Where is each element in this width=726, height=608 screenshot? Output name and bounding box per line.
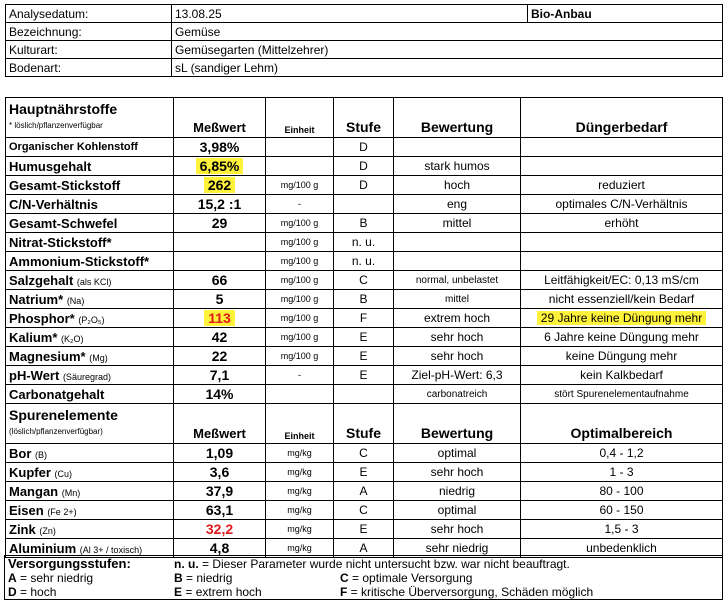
- trace-label: Aluminium: [9, 540, 77, 556]
- nutrient-row: [6, 290, 723, 309]
- unit-cell: -: [266, 366, 334, 385]
- need-cell: [521, 328, 723, 347]
- value-cell: [174, 347, 266, 366]
- rating-cell: mittel: [394, 214, 521, 233]
- level-cell: A: [334, 482, 394, 501]
- nutrient-label: Magnesium*: [9, 348, 86, 364]
- unit-cell: [266, 138, 334, 157]
- trace-formula: (B): [35, 449, 48, 460]
- nutrient-name: [6, 138, 174, 157]
- legend-item: [337, 585, 722, 599]
- rating-cell: sehr niedrig: [394, 539, 521, 558]
- need-text: kein Kalkbedarf: [580, 368, 663, 382]
- value-cell: [174, 385, 266, 404]
- need-cell: [521, 290, 723, 309]
- trace-name: [6, 463, 174, 482]
- need-text: stört Spurenelementaufnahme: [554, 388, 689, 400]
- level-cell: E: [334, 463, 394, 482]
- nutrient-label: Kalium*: [9, 329, 58, 345]
- header-value: Meßwert: [174, 404, 266, 444]
- rating-cell: sehr hoch: [394, 463, 521, 482]
- nutrient-name: [6, 214, 174, 233]
- trace-title: Spurenelemente: [9, 407, 118, 423]
- level-cell: [334, 385, 394, 404]
- unit-cell: mg/100 g: [266, 309, 334, 328]
- need-text: nicht essenziell/kein Bedarf: [548, 292, 695, 306]
- legend-table: [5, 556, 722, 599]
- level-cell: D: [334, 176, 394, 195]
- rating-cell: optimal: [394, 501, 521, 520]
- info-value: Gemüse: [172, 23, 723, 41]
- value-cell: [174, 233, 266, 252]
- header-unit: Einheit: [266, 404, 334, 444]
- nutrient-row: [6, 366, 723, 385]
- nutrient-row: [6, 138, 723, 157]
- need-cell: [521, 271, 723, 290]
- info-label: Bezeichnung:: [6, 23, 172, 41]
- legend-key: E: [174, 585, 183, 599]
- nutrient-label: Carbonatgehalt: [9, 386, 105, 402]
- measured-value: 3,6: [209, 464, 230, 480]
- info-value: 13.08.25: [172, 5, 528, 23]
- nutrient-name: [6, 233, 174, 252]
- legend-item: [171, 585, 337, 599]
- measured-value: 4,8: [209, 540, 230, 556]
- nutrient-label: Ammonium-Stickstoff*: [9, 253, 150, 269]
- info-table: [5, 4, 723, 77]
- nutrient-name: [6, 157, 174, 176]
- nutrient-label: Gesamt-Stickstoff: [9, 177, 121, 193]
- rating-cell: niedrig: [394, 482, 521, 501]
- unit-cell: mg/kg: [266, 463, 334, 482]
- nutrient-row: [6, 195, 723, 214]
- range-cell: 0,4 - 1,2: [521, 444, 723, 463]
- range-cell: 1,5 - 3: [521, 520, 723, 539]
- level-cell: n. u.: [334, 252, 394, 271]
- need-cell: [521, 233, 723, 252]
- nutrient-label: Nitrat-Stickstoff*: [9, 234, 112, 250]
- level-cell: E: [334, 347, 394, 366]
- trace-name: [6, 444, 174, 463]
- nutrient-label: pH-Wert: [9, 367, 60, 383]
- level-cell: C: [334, 271, 394, 290]
- section-title: [6, 404, 174, 444]
- info-value: sL (sandiger Lehm): [172, 59, 723, 77]
- level-cell: A: [334, 539, 394, 558]
- trace-formula: (Fe 2+): [47, 506, 77, 517]
- legend-text: = Dieser Parameter wurde nicht untersucht bzw. war nicht beauftragt.: [198, 556, 570, 571]
- nutrient-label: Gesamt-Schwefel: [9, 215, 118, 231]
- need-cell: [521, 385, 723, 404]
- nutrient-name: [6, 328, 174, 347]
- nutrient-label: Salzgehalt: [9, 272, 74, 288]
- measured-value: 32,2: [205, 521, 234, 537]
- info-row-soil: [6, 59, 723, 77]
- value-cell: [174, 539, 266, 558]
- header-rating: Bewertung: [394, 404, 521, 444]
- need-cell: [521, 138, 723, 157]
- header-level: Stufe: [334, 98, 394, 138]
- rating-cell: optimal: [394, 444, 521, 463]
- measured-value: 262: [204, 177, 235, 193]
- legend-text: = kritische Überversorgung, Schäden möglich: [347, 585, 594, 599]
- trace-label: Eisen: [9, 502, 44, 518]
- info-value: Gemüsegarten (Mittelzehrer): [172, 41, 723, 59]
- level-cell: B: [334, 290, 394, 309]
- legend-row: [5, 585, 722, 599]
- range-cell: 80 - 100: [521, 482, 723, 501]
- nutrient-label: Phosphor*: [9, 310, 75, 326]
- header-range: Optimalbereich: [521, 404, 723, 444]
- value-cell: [174, 290, 266, 309]
- value-cell: [174, 444, 266, 463]
- value-cell: [174, 214, 266, 233]
- trace-name: [6, 501, 174, 520]
- rating-cell: [394, 138, 521, 157]
- measured-value: 5: [215, 291, 224, 307]
- trace-formula: (Al 3+ / toxisch): [79, 544, 143, 555]
- need-text: 29 Jahre keine Düngung mehr: [537, 311, 706, 325]
- trace-subtitle: (löslich/pflanzenverfügbar): [9, 427, 103, 436]
- value-cell: [174, 501, 266, 520]
- range-cell: 60 - 150: [521, 501, 723, 520]
- section-title: [6, 98, 174, 138]
- rating-cell: hoch: [394, 176, 521, 195]
- value-cell: [174, 366, 266, 385]
- measured-value: 15,2 :1: [197, 196, 242, 212]
- unit-cell: mg/100 g: [266, 214, 334, 233]
- need-text: optimales C/N-Verhältnis: [555, 197, 688, 211]
- level-cell: F: [334, 309, 394, 328]
- range-cell: 1 - 3: [521, 463, 723, 482]
- measured-value: 37,9: [205, 483, 234, 499]
- nutrient-name: [6, 195, 174, 214]
- header-need: Düngerbedarf: [521, 98, 723, 138]
- nutrient-row: [6, 176, 723, 195]
- rating-cell: normal, unbelastet: [394, 271, 521, 290]
- nutrient-row: [6, 271, 723, 290]
- nutrient-row: [6, 157, 723, 176]
- info-row-name: [6, 23, 723, 41]
- value-cell: [174, 328, 266, 347]
- need-cell: [521, 347, 723, 366]
- measured-value: 22: [211, 348, 228, 364]
- rating-cell: [394, 233, 521, 252]
- unit-cell: -: [266, 195, 334, 214]
- trace-label: Zink: [9, 521, 36, 537]
- trace-formula: (Mn): [61, 487, 81, 498]
- value-cell: [174, 176, 266, 195]
- legend-text: = sehr niedrig: [16, 571, 94, 585]
- nutrient-formula: (K₂O): [61, 333, 84, 344]
- trace-label: Bor: [9, 445, 32, 461]
- trace-row: [6, 501, 723, 520]
- legend-key: A: [8, 571, 17, 585]
- unit-cell: mg/100 g: [266, 252, 334, 271]
- legend-text: = extrem hoch: [182, 585, 262, 599]
- trace-row: [6, 539, 723, 558]
- need-cell: [521, 176, 723, 195]
- measured-value: 3,98%: [199, 139, 240, 155]
- need-text: keine Düngung mehr: [565, 349, 678, 363]
- need-cell: [521, 195, 723, 214]
- trace-name: [6, 482, 174, 501]
- nutrient-name: [6, 290, 174, 309]
- main-header-row: [6, 98, 723, 138]
- nutrient-row: [6, 214, 723, 233]
- need-cell: [521, 309, 723, 328]
- nutrient-formula: (als KCl): [76, 276, 112, 287]
- level-cell: n. u.: [334, 233, 394, 252]
- info-label: Analysedatum:: [6, 5, 172, 23]
- legend-text: = hoch: [16, 585, 57, 599]
- unit-cell: mg/100 g: [266, 176, 334, 195]
- cultivation-type: Bio-Anbau: [528, 5, 723, 23]
- need-text: reduziert: [598, 178, 645, 192]
- measured-value: 14%: [205, 386, 234, 402]
- unit-cell: mg/100 g: [266, 233, 334, 252]
- unit-cell: mg/100 g: [266, 290, 334, 309]
- value-cell: [174, 252, 266, 271]
- need-text: 6 Jahre keine Düngung mehr: [544, 330, 699, 344]
- level-cell: C: [334, 444, 394, 463]
- nutrient-label: C/N-Verhältnis: [9, 196, 98, 212]
- legend-key: B: [174, 571, 183, 585]
- trace-label: Kupfer: [9, 464, 51, 480]
- nutrient-name: [6, 366, 174, 385]
- unit-cell: mg/kg: [266, 520, 334, 539]
- rating-cell: sehr hoch: [394, 347, 521, 366]
- trace-row: [6, 444, 723, 463]
- info-label: Kulturart:: [6, 41, 172, 59]
- nutrient-label: Humusgehalt: [9, 158, 92, 174]
- legend-key: D: [8, 585, 17, 599]
- value-cell: [174, 271, 266, 290]
- rating-cell: carbonatreich: [394, 385, 521, 404]
- nutrient-formula: (Säuregrad): [62, 371, 111, 382]
- nutrient-row: [6, 385, 723, 404]
- header-level: Stufe: [334, 404, 394, 444]
- unit-cell: [266, 157, 334, 176]
- nutrient-row: [6, 328, 723, 347]
- rating-cell: stark humos: [394, 157, 521, 176]
- trace-row: [6, 482, 723, 501]
- value-cell: [174, 157, 266, 176]
- level-cell: E: [334, 366, 394, 385]
- trace-row: [6, 520, 723, 539]
- legend-row: [5, 556, 722, 571]
- level-cell: B: [334, 214, 394, 233]
- range-cell: unbedenklich: [521, 539, 723, 558]
- nutrient-name: [6, 252, 174, 271]
- measured-value: 1,09: [205, 445, 234, 461]
- value-cell: [174, 309, 266, 328]
- main-nutrients-section: [6, 98, 723, 404]
- analysis-table: [5, 97, 723, 558]
- legend-title: Versorgungsstufen:: [8, 556, 131, 571]
- value-cell: [174, 482, 266, 501]
- unit-cell: mg/100 g: [266, 347, 334, 366]
- rating-cell: sehr hoch: [394, 520, 521, 539]
- unit-cell: mg/kg: [266, 501, 334, 520]
- need-text: erhöht: [604, 216, 639, 230]
- nutrient-row: [6, 252, 723, 271]
- level-cell: D: [334, 138, 394, 157]
- need-cell: [521, 157, 723, 176]
- measured-value: 66: [211, 272, 228, 288]
- need-cell: [521, 214, 723, 233]
- info-row-crop: [6, 41, 723, 59]
- legend-nu: [171, 556, 722, 571]
- nutrient-formula: (Na): [66, 295, 85, 306]
- level-cell: E: [334, 328, 394, 347]
- nutrient-name: [6, 347, 174, 366]
- nutrient-formula: (P₂O₅): [78, 314, 105, 325]
- measured-value: 42: [211, 329, 228, 345]
- value-cell: [174, 520, 266, 539]
- measured-value: 6,85%: [196, 158, 244, 174]
- value-cell: [174, 138, 266, 157]
- trace-elements-section: [6, 404, 723, 558]
- main-subtitle: * löslich/pflanzenverfügbar: [9, 121, 103, 130]
- legend-key: F: [340, 585, 348, 599]
- trace-label: Mangan: [9, 483, 59, 499]
- need-cell: [521, 252, 723, 271]
- nutrient-name: [6, 271, 174, 290]
- nutrient-name: [6, 176, 174, 195]
- need-cell: [521, 366, 723, 385]
- nutrient-row: [6, 233, 723, 252]
- main-title: Hauptnährstoffe: [9, 101, 118, 117]
- header-value: Meßwert: [174, 98, 266, 138]
- legend-key: C: [340, 571, 349, 585]
- rating-cell: eng: [394, 195, 521, 214]
- rating-cell: [394, 252, 521, 271]
- nutrient-label: Natrium*: [9, 291, 64, 307]
- nutrient-formula: (Mg): [89, 352, 108, 363]
- legend-text: = optimale Versorgung: [348, 571, 473, 585]
- measured-value: 7,1: [209, 367, 230, 383]
- nutrient-row: [6, 347, 723, 366]
- measured-value: 29: [211, 215, 228, 231]
- level-cell: [334, 195, 394, 214]
- rating-cell: Ziel-pH-Wert: 6,3: [394, 366, 521, 385]
- trace-name: [6, 539, 174, 558]
- nutrient-label: Organischer Kohlenstoff: [9, 141, 138, 153]
- need-text: Leitfähigkeit/EC: 0,13 mS/cm: [544, 273, 699, 287]
- nutrient-row: [6, 309, 723, 328]
- trace-name: [6, 520, 174, 539]
- trace-formula: (Cu): [54, 468, 73, 479]
- level-cell: E: [334, 520, 394, 539]
- trace-formula: (Zn): [39, 525, 56, 536]
- unit-cell: mg/kg: [266, 539, 334, 558]
- rating-cell: sehr hoch: [394, 328, 521, 347]
- header-rating: Bewertung: [394, 98, 521, 138]
- measured-value: 63,1: [205, 502, 234, 518]
- value-cell: [174, 463, 266, 482]
- nutrient-name: [6, 385, 174, 404]
- unit-cell: mg/kg: [266, 444, 334, 463]
- value-cell: [174, 195, 266, 214]
- trace-header-row: [6, 404, 723, 444]
- legend-item: [337, 571, 722, 585]
- legend-text: = niedrig: [182, 571, 233, 585]
- unit-cell: mg/100 g: [266, 271, 334, 290]
- trace-row: [6, 463, 723, 482]
- rating-cell: mittel: [394, 290, 521, 309]
- measured-value: 113: [204, 310, 235, 326]
- unit-cell: mg/kg: [266, 482, 334, 501]
- level-cell: D: [334, 157, 394, 176]
- info-label: Bodenart:: [6, 59, 172, 77]
- legend-row: [5, 571, 722, 585]
- legend-item: [5, 571, 171, 585]
- unit-cell: [266, 385, 334, 404]
- nutrient-name: [6, 309, 174, 328]
- legend-item: [171, 571, 337, 585]
- level-cell: C: [334, 501, 394, 520]
- info-row-date: [6, 5, 723, 23]
- header-unit: Einheit: [266, 98, 334, 138]
- rating-cell: extrem hoch: [394, 309, 521, 328]
- legend-key: n. u.: [174, 556, 199, 571]
- legend-item: [5, 585, 171, 599]
- unit-cell: mg/100 g: [266, 328, 334, 347]
